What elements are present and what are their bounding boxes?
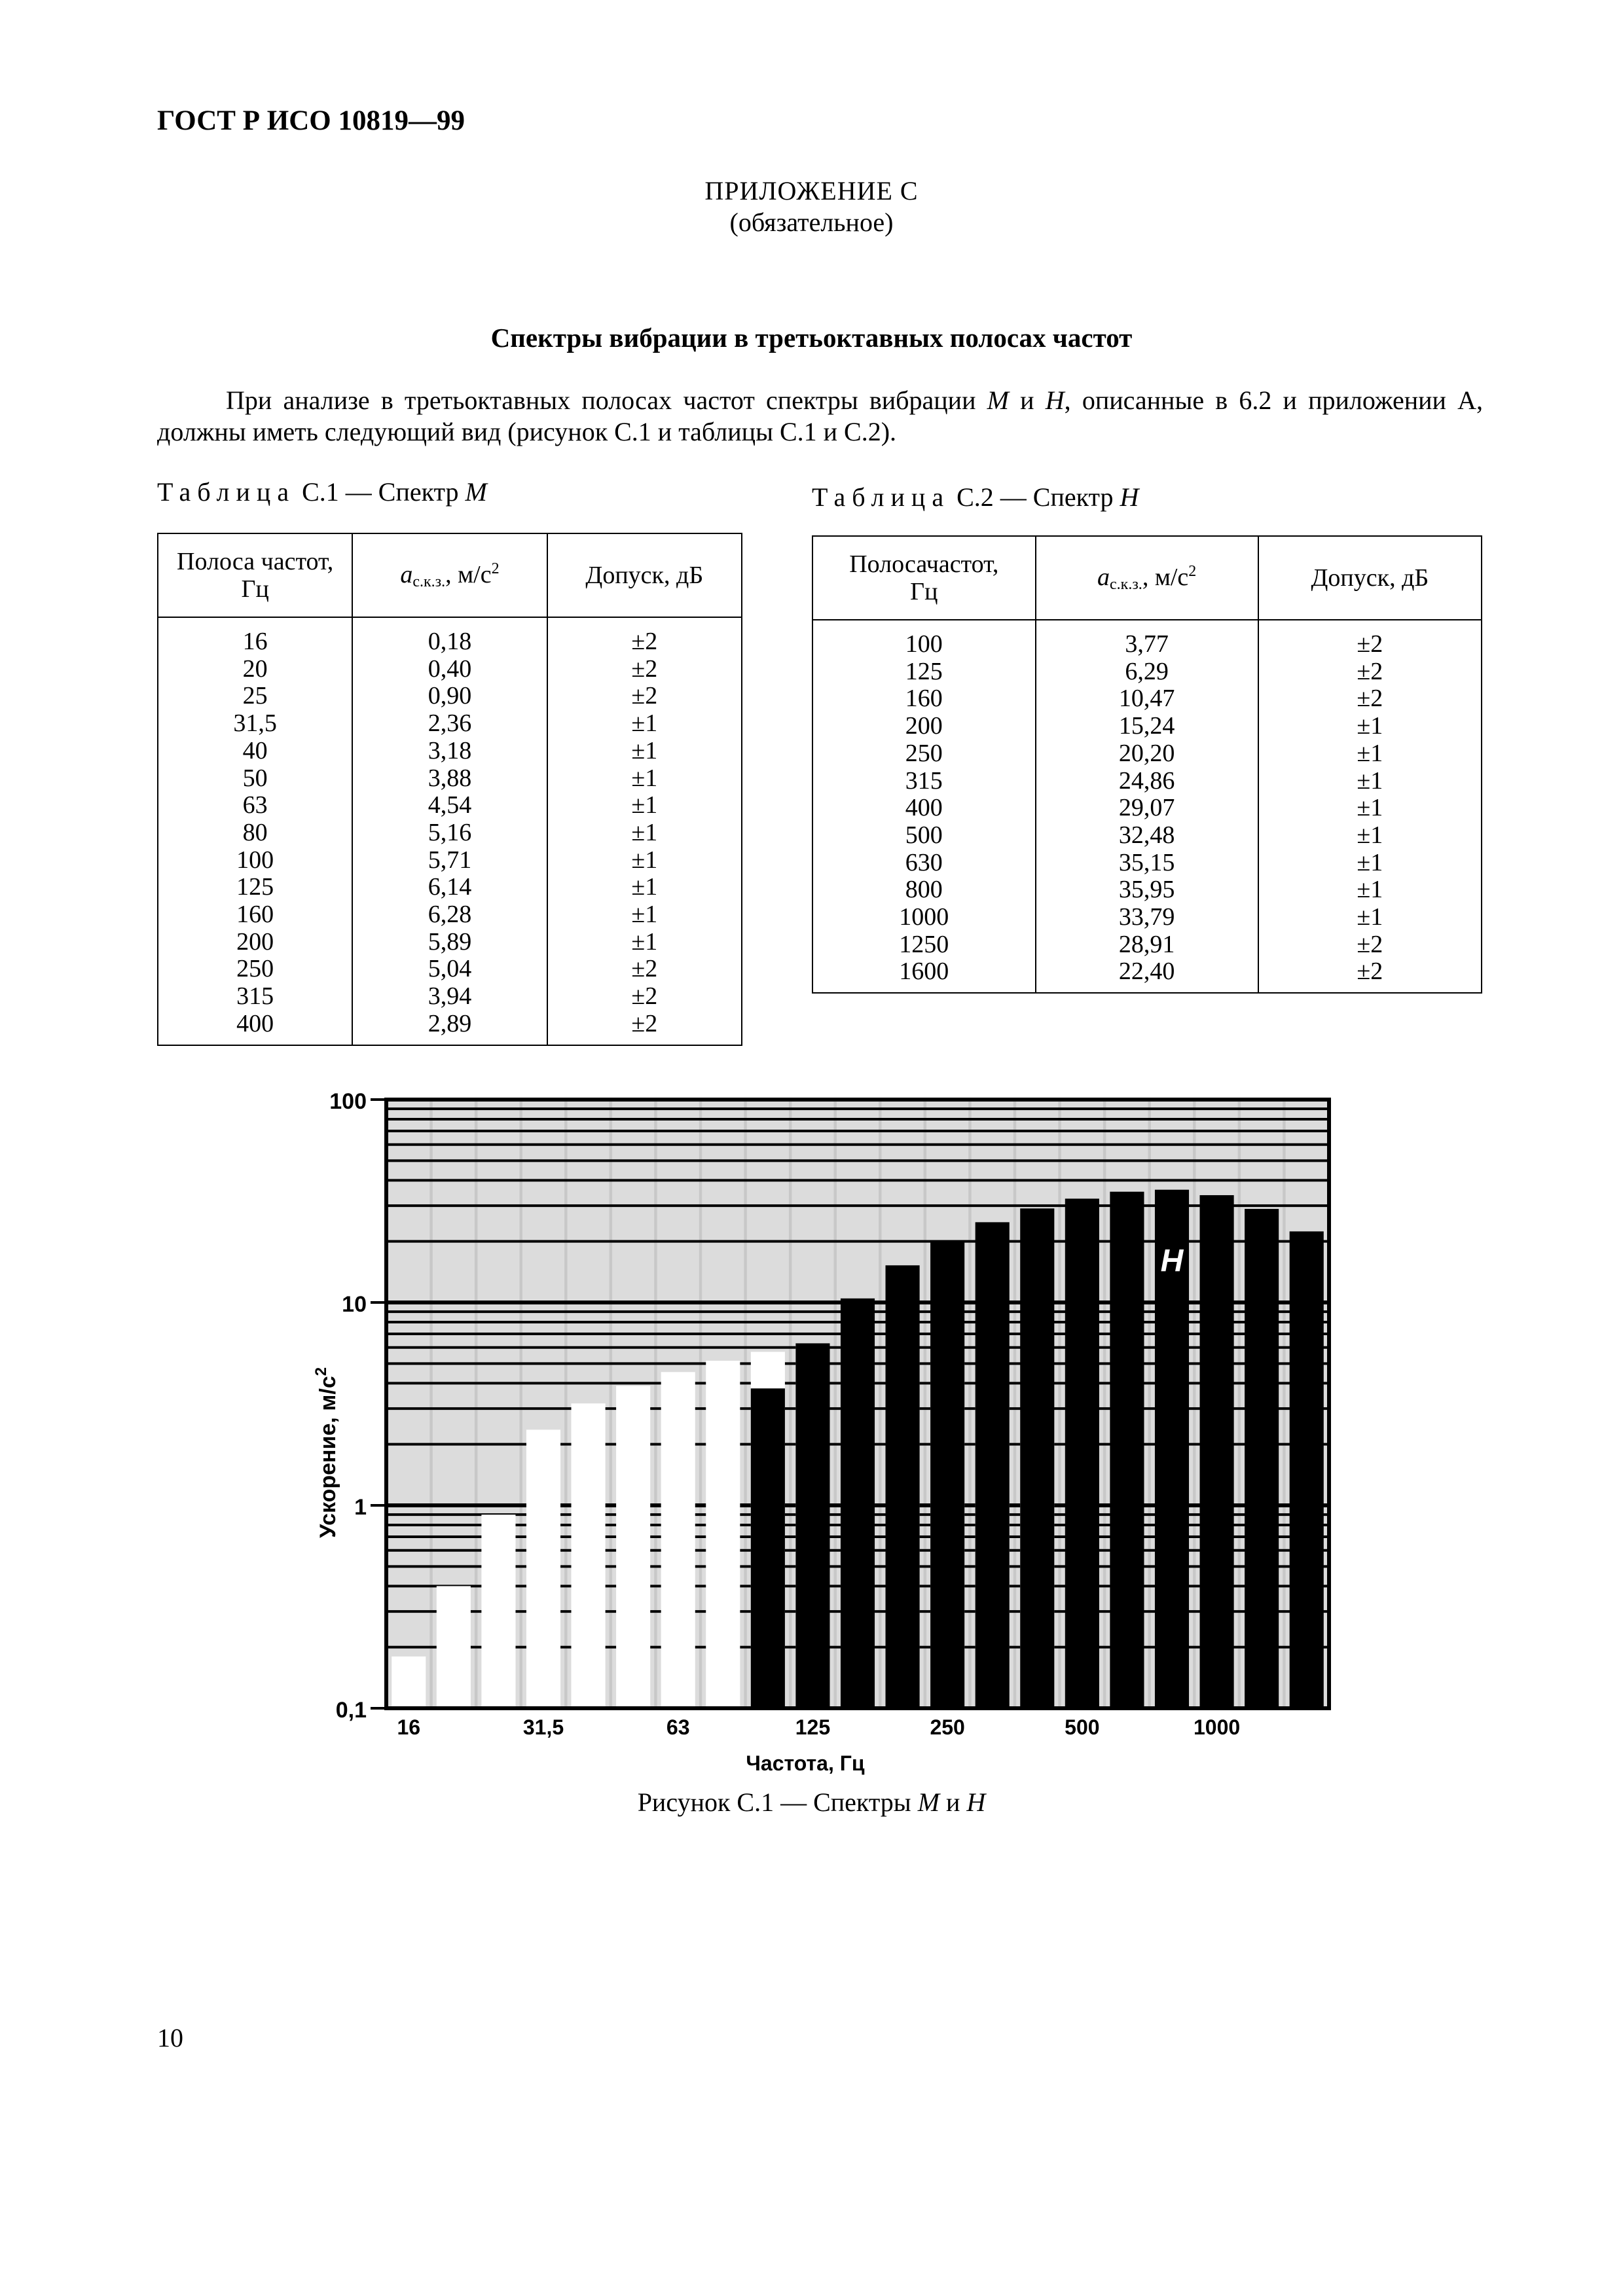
intro-paragraph — [157, 385, 1483, 448]
y-tick-label: 100 — [329, 1089, 367, 1114]
figure-caption-m: M — [917, 1787, 940, 1817]
cell-tolerance: ±1 — [547, 847, 742, 874]
table-row — [158, 874, 742, 901]
table-row — [812, 740, 1482, 768]
cell-acceleration: 20,20 — [1036, 740, 1258, 768]
cell-band: 160 — [158, 901, 352, 929]
accel-unit: , м/с — [445, 561, 492, 588]
cell-band: 160 — [812, 685, 1036, 713]
table-row — [158, 983, 742, 1011]
figure-caption-text: Рисунок C.1 — Спектры — [637, 1787, 918, 1817]
cell-acceleration: 6,28 — [352, 901, 547, 929]
table-header-row — [158, 533, 742, 617]
bar-h-400 — [1020, 1208, 1054, 1708]
table-row — [812, 658, 1482, 686]
bar-m-20 — [437, 1586, 471, 1708]
table-c1-body — [158, 617, 742, 1045]
cell-band: 80 — [158, 819, 352, 847]
cell-tolerance: ±1 — [547, 765, 742, 793]
table-c2-body — [812, 620, 1482, 993]
y-axis-label: Ускорение, $м/с^2$ — [312, 1367, 340, 1538]
cell-acceleration: 28,91 — [1036, 931, 1258, 959]
table-row — [812, 795, 1482, 822]
x-tick-label: 250 — [930, 1715, 965, 1739]
table-row — [158, 738, 742, 765]
cell-tolerance: ±1 — [1258, 795, 1482, 822]
cell-band: 250 — [158, 956, 352, 983]
cell-band: 1250 — [812, 931, 1036, 959]
cell-acceleration: 6,14 — [352, 874, 547, 901]
table-row — [158, 710, 742, 738]
y-tick-label: 0,1 — [335, 1698, 367, 1723]
bar-m-16 — [392, 1657, 426, 1708]
band-strip — [388, 1100, 429, 1708]
table-row — [158, 765, 742, 793]
table-row — [812, 768, 1482, 795]
cell-band: 100 — [812, 620, 1036, 658]
cell-band: 125 — [158, 874, 352, 901]
cell-acceleration: 29,07 — [1036, 795, 1258, 822]
header-band — [158, 533, 352, 617]
cell-acceleration: 5,89 — [352, 929, 547, 956]
cell-acceleration: 6,29 — [1036, 658, 1258, 686]
cell-acceleration: 2,36 — [352, 710, 547, 738]
table-c2-caption — [812, 482, 1139, 512]
cell-tolerance: ±2 — [1258, 620, 1482, 658]
x-tick-label: 63 — [666, 1715, 690, 1739]
cell-tolerance: ±1 — [547, 738, 742, 765]
table-c1-caption — [157, 476, 487, 507]
cell-tolerance: ±2 — [1258, 658, 1482, 686]
cell-tolerance: ±1 — [1258, 713, 1482, 740]
cell-band: 63 — [158, 792, 352, 819]
bar-h-500 — [1065, 1198, 1099, 1708]
accel-subscript: с.к.з. — [1110, 576, 1142, 593]
x-tick-label: 1000 — [1193, 1715, 1241, 1739]
table-row — [158, 819, 742, 847]
cell-band: 400 — [812, 795, 1036, 822]
table-row — [158, 956, 742, 983]
cell-band: 630 — [812, 850, 1036, 877]
cell-acceleration: 33,79 — [1036, 904, 1258, 931]
figure-caption-text: и — [939, 1787, 967, 1817]
cell-band: 125 — [812, 658, 1036, 686]
x-axis-label: Частота, Гц — [746, 1751, 865, 1775]
bar-h-1600 — [1290, 1231, 1324, 1708]
y-tick-label: 1 — [354, 1495, 367, 1520]
cell-acceleration: 5,04 — [352, 956, 547, 983]
table-row — [158, 847, 742, 874]
paragraph-text: и — [1009, 386, 1046, 415]
x-tick-label: 31,5 — [522, 1715, 564, 1739]
caption-word: Таблица — [157, 477, 296, 507]
cell-acceleration: 0,40 — [352, 656, 547, 683]
header-tolerance: Допуск, дБ — [547, 533, 742, 617]
cell-band: 200 — [158, 929, 352, 956]
cell-acceleration: 10,47 — [1036, 685, 1258, 713]
bar-m-40 — [572, 1403, 606, 1708]
caption-text: C.2 — Спектр — [950, 482, 1120, 512]
cell-band: 16 — [158, 617, 352, 656]
cell-tolerance: ±1 — [1258, 768, 1482, 795]
header-tolerance: Допуск, дБ — [1258, 536, 1482, 620]
cell-tolerance: ±1 — [547, 792, 742, 819]
cell-band: 100 — [158, 847, 352, 874]
cell-acceleration: 3,77 — [1036, 620, 1258, 658]
cell-band: 400 — [158, 1011, 352, 1045]
cell-acceleration: 0,18 — [352, 617, 547, 656]
table-row — [812, 876, 1482, 904]
cell-tolerance: ±1 — [1258, 822, 1482, 850]
cell-tolerance: ±2 — [547, 1011, 742, 1045]
bar-m-31,5 — [526, 1429, 560, 1708]
header-accel — [352, 533, 547, 617]
spectra-chart — [288, 1073, 1349, 1780]
cell-tolerance: ±2 — [547, 683, 742, 710]
table-row — [158, 617, 742, 656]
paragraph-text: , описанные в 6.2 и приложении A, должны иметь следующий вид (рисунок C.1 и таблицы C.1 и C.2). — [157, 386, 1483, 446]
section-title: Спектры вибрации в третьоктавных полосах частот — [490, 323, 1133, 353]
cell-acceleration: 0,90 — [352, 683, 547, 710]
table-row — [158, 1011, 742, 1045]
cell-band: 500 — [812, 822, 1036, 850]
table-row — [812, 822, 1482, 850]
cell-tolerance: ±1 — [1258, 904, 1482, 931]
cell-tolerance: ±2 — [547, 617, 742, 656]
bar-h-1000 — [1200, 1195, 1234, 1708]
cell-acceleration: 5,16 — [352, 819, 547, 847]
bar-m-25 — [481, 1515, 515, 1708]
bar-m-80 — [706, 1361, 740, 1708]
cell-tolerance: ±2 — [547, 656, 742, 683]
cell-tolerance: ±2 — [1258, 958, 1482, 993]
figure-caption — [0, 1787, 1623, 1818]
bar-h-630 — [1110, 1192, 1144, 1708]
cell-acceleration: 3,94 — [352, 983, 547, 1011]
table-row — [812, 958, 1482, 993]
bar-m-63 — [661, 1372, 695, 1708]
series-label-m: M — [845, 1374, 871, 1410]
cell-tolerance: ±1 — [547, 819, 742, 847]
accel-superscript: 2 — [491, 560, 500, 577]
table-header-row — [812, 536, 1482, 620]
cell-band: 315 — [812, 768, 1036, 795]
cell-band: 31,5 — [158, 710, 352, 738]
table-row — [812, 685, 1482, 713]
cell-tolerance: ±2 — [547, 983, 742, 1011]
bar-h-1250 — [1245, 1209, 1279, 1708]
table-row — [158, 792, 742, 819]
accel-symbol: a — [1097, 564, 1110, 591]
table-row — [812, 620, 1482, 658]
cell-acceleration: 4,54 — [352, 792, 547, 819]
accel-symbol: a — [400, 561, 413, 588]
caption-text: C.1 — Спектр — [295, 477, 465, 507]
series-label-h: H — [1160, 1244, 1184, 1279]
cell-tolerance: ±1 — [1258, 876, 1482, 904]
table-row — [812, 904, 1482, 931]
standard-code: ГОСТ Р ИСО 10819—99 — [157, 105, 465, 136]
cell-band: 315 — [158, 983, 352, 1011]
cell-tolerance: ±1 — [547, 710, 742, 738]
x-tick-label: 16 — [397, 1715, 421, 1739]
accel-subscript: с.к.з. — [412, 573, 446, 590]
bar-h-160 — [841, 1299, 875, 1708]
header-band-line1: Полосачастот, — [849, 550, 999, 578]
page-number: 10 — [157, 2023, 183, 2053]
x-tick-label: 500 — [1065, 1715, 1100, 1739]
table-c1 — [157, 533, 742, 1046]
header-band-line2: Гц — [241, 575, 269, 603]
table-row — [158, 656, 742, 683]
bar-h-200 — [886, 1265, 920, 1708]
cell-tolerance: ±1 — [1258, 850, 1482, 877]
cell-acceleration: 35,15 — [1036, 850, 1258, 877]
cell-tolerance: ±1 — [547, 929, 742, 956]
cell-acceleration: 32,48 — [1036, 822, 1258, 850]
cell-band: 200 — [812, 713, 1036, 740]
header-band-line1: Полоса частот, — [177, 548, 334, 575]
bar-h-125 — [795, 1343, 830, 1708]
table-row — [812, 850, 1482, 877]
cell-acceleration: 5,71 — [352, 847, 547, 874]
cell-band: 250 — [812, 740, 1036, 768]
cell-band: 800 — [812, 876, 1036, 904]
cell-band: 20 — [158, 656, 352, 683]
bar-m-50 — [616, 1386, 650, 1708]
figure-caption-h: H — [966, 1787, 986, 1817]
bar-h-100 — [751, 1388, 785, 1708]
cell-tolerance: ±2 — [547, 956, 742, 983]
cell-acceleration: 15,24 — [1036, 713, 1258, 740]
cell-tolerance: ±1 — [547, 901, 742, 929]
header-accel — [1036, 536, 1258, 620]
annex-title: ПРИЛОЖЕНИЕ C — [704, 176, 919, 206]
cell-acceleration: 35,95 — [1036, 876, 1258, 904]
x-tick-label: 125 — [795, 1715, 831, 1739]
paragraph-symbol-m: M — [987, 386, 1009, 415]
paragraph-symbol-h: H — [1045, 386, 1065, 415]
cell-acceleration: 3,18 — [352, 738, 547, 765]
cell-acceleration: 24,86 — [1036, 768, 1258, 795]
table-row — [812, 713, 1482, 740]
annex-subtitle: (обязательное) — [729, 207, 894, 237]
table-row — [158, 929, 742, 956]
cell-tolerance: ±2 — [1258, 931, 1482, 959]
bar-h-315 — [976, 1222, 1010, 1708]
accel-unit: , м/с — [1142, 564, 1189, 591]
table-c2 — [812, 535, 1482, 994]
bar-h-250 — [930, 1240, 964, 1708]
cell-acceleration: 22,40 — [1036, 958, 1258, 993]
cell-band: 1600 — [812, 958, 1036, 993]
cell-tolerance: ±1 — [547, 874, 742, 901]
cell-band: 25 — [158, 683, 352, 710]
cell-tolerance: ±2 — [1258, 685, 1482, 713]
paragraph-text: При анализе в третьоктавных полосах частот спектры вибрации — [226, 386, 987, 415]
y-axis-label-sup: 2 — [312, 1367, 330, 1376]
cell-tolerance: ±1 — [1258, 740, 1482, 768]
y-tick-label: 10 — [342, 1292, 367, 1317]
table-row — [812, 931, 1482, 959]
caption-symbol: H — [1120, 482, 1139, 512]
cell-band: 50 — [158, 765, 352, 793]
caption-word: Таблица — [812, 482, 951, 512]
table-row — [158, 901, 742, 929]
header-band — [812, 536, 1036, 620]
caption-symbol: M — [465, 477, 487, 507]
cell-band: 40 — [158, 738, 352, 765]
header-band-line2: Гц — [910, 578, 938, 605]
cell-band: 1000 — [812, 904, 1036, 931]
cell-acceleration: 2,89 — [352, 1011, 547, 1045]
accel-superscript: 2 — [1188, 563, 1197, 580]
table-row — [158, 683, 742, 710]
cell-acceleration: 3,88 — [352, 765, 547, 793]
